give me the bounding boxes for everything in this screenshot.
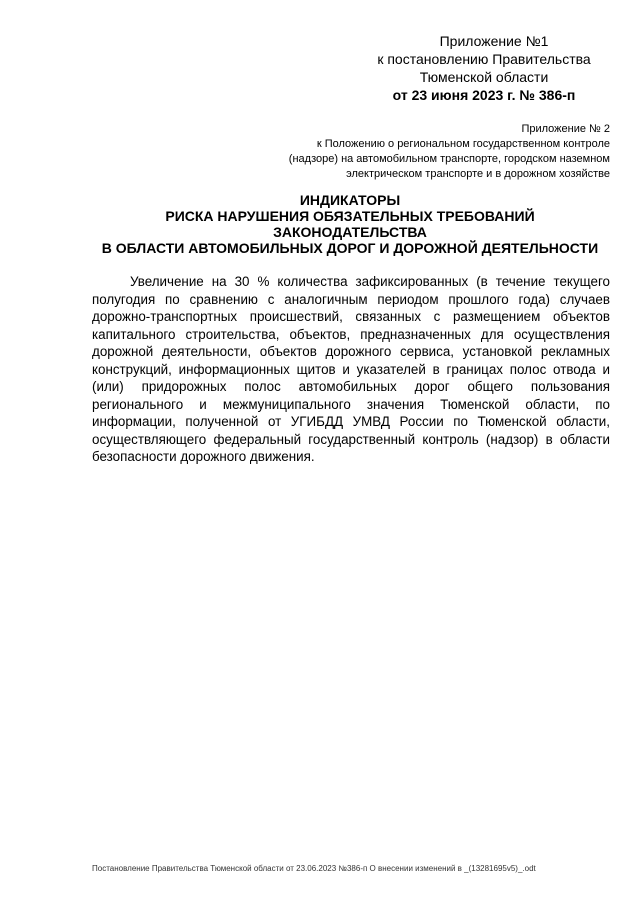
appendix-2-header bbox=[210, 122, 610, 182]
document-footer: Постановление Правительства Тюменской области от 23.06.2023 №386-п О внесении изменений в _(13281695v5)_.odt bbox=[92, 864, 536, 873]
appendix-1-date-number: от 23 июня 2023 г. № 386-п bbox=[392, 87, 576, 103]
appendix-2-title: Приложение № 2 bbox=[521, 123, 610, 135]
appendix-2-ref-line-3: электрическом транспорте и в дорожном хозяйстве bbox=[346, 168, 610, 180]
appendix-2-ref-line-1: к Положению о региональном государственном контроле bbox=[316, 138, 610, 150]
appendix-1-title: Приложение №1 bbox=[439, 33, 549, 49]
appendix-2-ref-line-2: (надзоре) на автомобильном транспорте, городском наземном bbox=[288, 153, 610, 165]
heading-line-4: В ОБЛАСТИ АВТОМОБИЛЬНЫХ ДОРОГ И ДОРОЖНОЙ ДЕЯТЕЛЬНОСТИ bbox=[101, 240, 599, 256]
heading-line-2: РИСКА НАРУШЕНИЯ ОБЯЗАТЕЛЬНЫХ ТРЕБОВАНИЙ bbox=[165, 208, 535, 224]
heading-line-3: ЗАКОНОДАТЕЛЬСТВА bbox=[273, 224, 427, 240]
appendix-1-header bbox=[340, 32, 628, 104]
document-heading bbox=[90, 192, 610, 256]
appendix-1-region: Тюменской области bbox=[419, 69, 549, 85]
heading-line-1: ИНДИКАТОРЫ bbox=[299, 192, 401, 208]
appendix-1-resolution-ref: к постановлению Правительства bbox=[377, 51, 591, 67]
indicator-paragraph: Увеличение на 30 % количества зафиксированных (в течение текущего полугодия по сравнению с аналогичным периодом прошлого года) случаев дорожно-транспортных происшествий, связанных с размещением объектов капитального строительства, объектов, предназначенных для осуществления дорожной деятельности, объектов дорожного сервиса, установкой рекламных конструкций, информационных щитов и указателей в границах полос отвода и (или) придорожных полос автомобильных дорог общего пользования регионального и межмуниципального значения Тюменской области, по информации, полученной от УГИБДД УМВД России по Тюменской области, осуществляющего федеральный государственный контроль (надзор) в области безопасности дорожного движения. bbox=[92, 274, 610, 464]
